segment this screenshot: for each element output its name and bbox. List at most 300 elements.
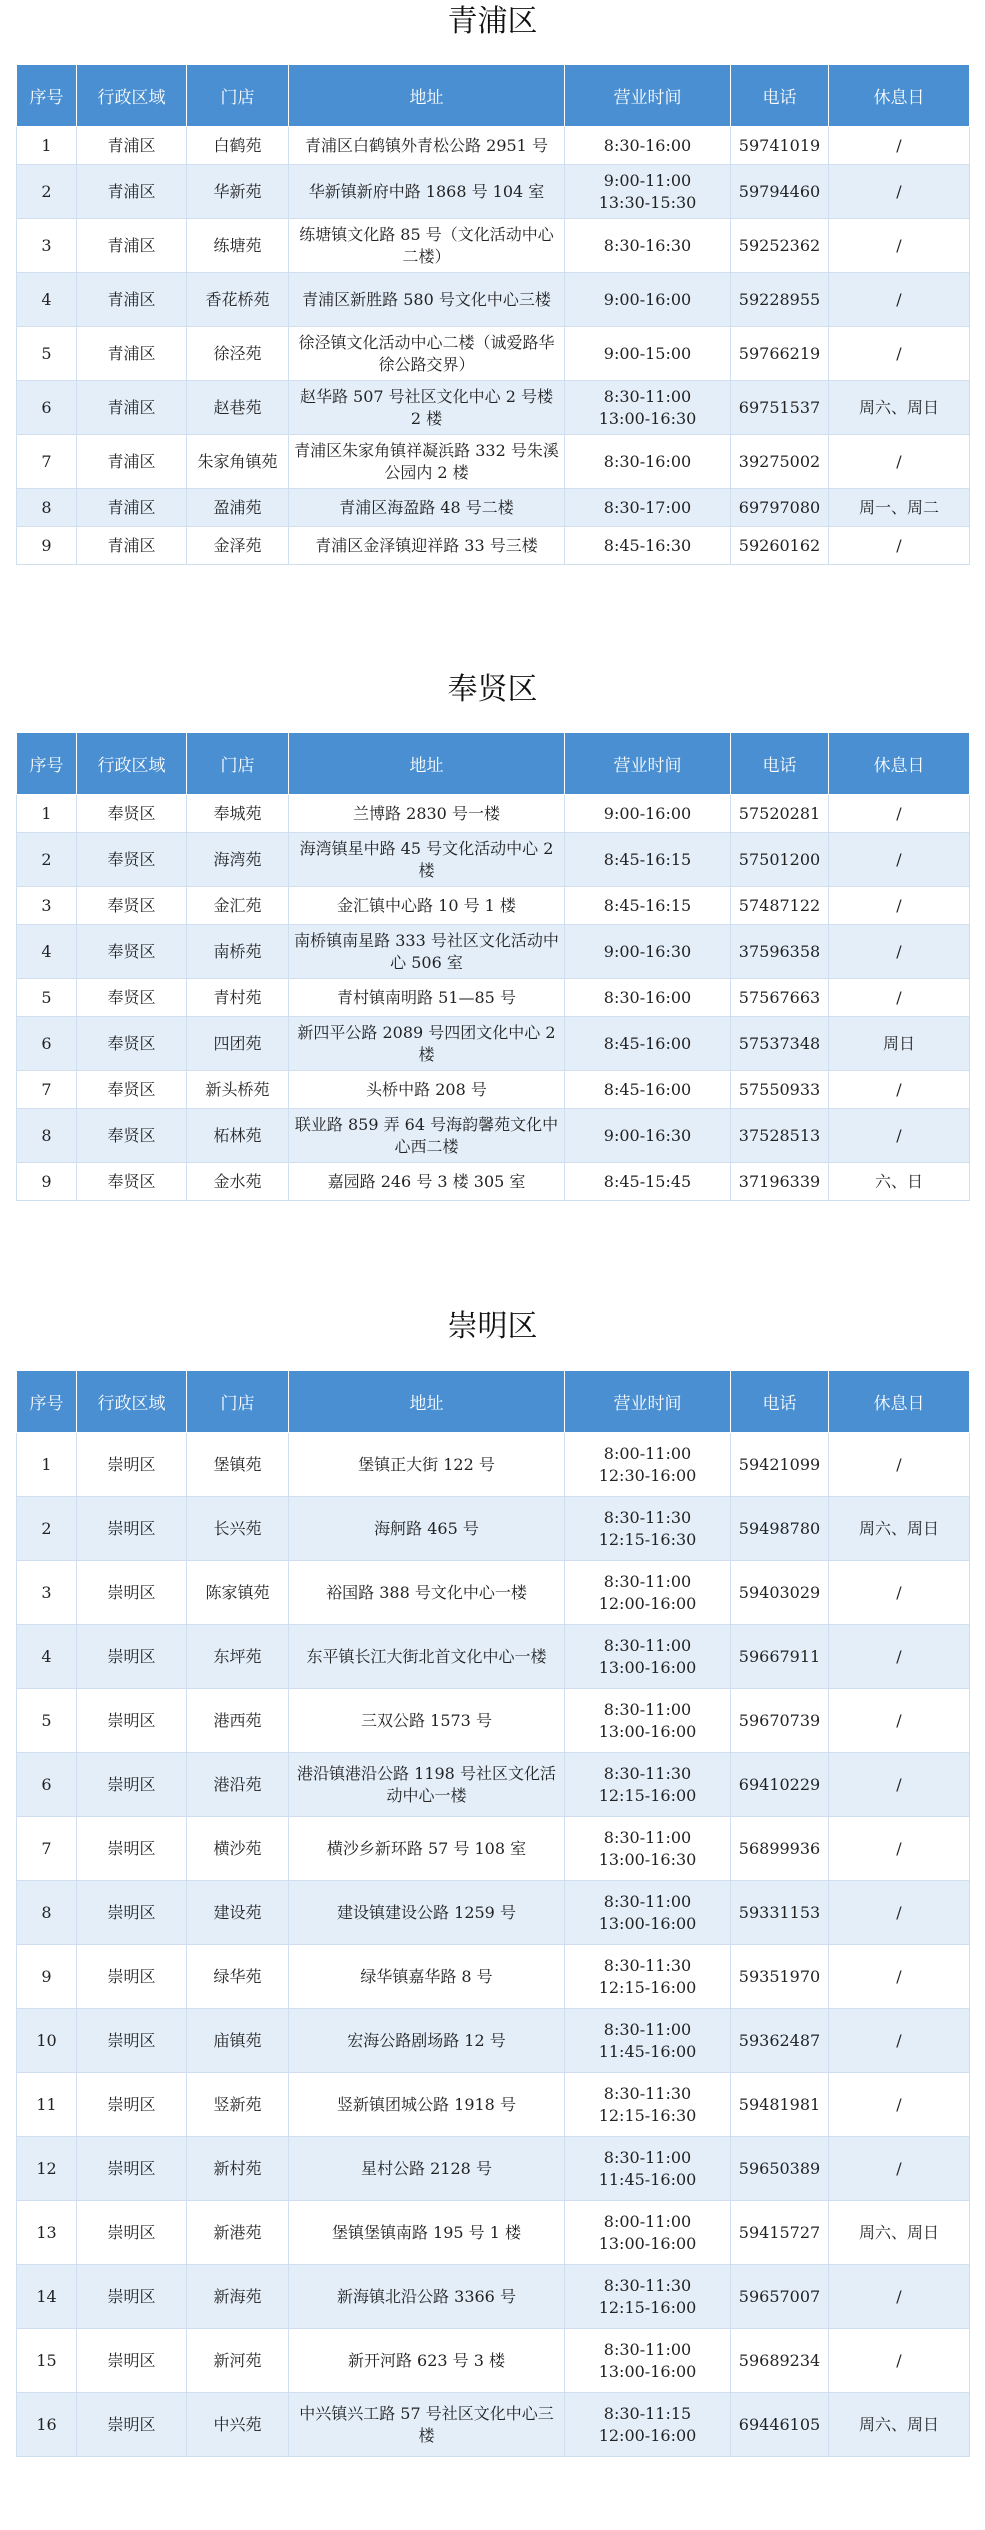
cell-no: 7 — [17, 1817, 77, 1881]
cell-district: 青浦区 — [77, 327, 187, 381]
cell-rest: 周六、周日 — [829, 2393, 970, 2457]
table-row — [17, 887, 970, 925]
cell-rest: 六、日 — [829, 1163, 970, 1201]
cell-district: 奉贤区 — [77, 1017, 187, 1071]
cell-hours: 8:30-11:00 13:00-16:00 — [565, 2329, 731, 2393]
table-row — [17, 165, 970, 219]
cell-address: 嘉园路 246 号 3 楼 305 室 — [289, 1163, 565, 1201]
cell-phone: 57487122 — [731, 887, 829, 925]
cell-address: 堡镇正大街 122 号 — [289, 1433, 565, 1497]
cell-store: 横沙苑 — [187, 1817, 289, 1881]
cell-address: 三双公路 1573 号 — [289, 1689, 565, 1753]
cell-store: 堡镇苑 — [187, 1433, 289, 1497]
cell-rest: / — [829, 2329, 970, 2393]
cell-phone: 59670739 — [731, 1689, 829, 1753]
table-row — [17, 527, 970, 565]
cell-no: 5 — [17, 1689, 77, 1753]
table-row — [17, 1689, 970, 1753]
cell-phone: 69410229 — [731, 1753, 829, 1817]
cell-rest: / — [829, 1071, 970, 1109]
cell-address: 新海镇北沿公路 3366 号 — [289, 2265, 565, 2329]
header-district: 行政区域 — [77, 733, 187, 795]
cell-district: 奉贤区 — [77, 1163, 187, 1201]
cell-district: 崇明区 — [77, 1497, 187, 1561]
cell-district: 崇明区 — [77, 2137, 187, 2201]
cell-rest: / — [829, 979, 970, 1017]
table-row — [17, 219, 970, 273]
cell-district: 奉贤区 — [77, 979, 187, 1017]
cell-address: 青浦区金泽镇迎祥路 33 号三楼 — [289, 527, 565, 565]
cell-phone: 59650389 — [731, 2137, 829, 2201]
cell-hours: 8:30-16:30 — [565, 219, 731, 273]
cell-district: 崇明区 — [77, 1433, 187, 1497]
cell-store: 新港苑 — [187, 2201, 289, 2265]
cell-district: 崇明区 — [77, 2009, 187, 2073]
header-address: 地址 — [289, 1371, 565, 1433]
cell-no: 1 — [17, 1433, 77, 1497]
table-row — [17, 2137, 970, 2201]
cell-address: 新开河路 623 号 3 楼 — [289, 2329, 565, 2393]
cell-no: 3 — [17, 219, 77, 273]
cell-store: 港西苑 — [187, 1689, 289, 1753]
cell-district: 崇明区 — [77, 2201, 187, 2265]
cell-district: 崇明区 — [77, 1817, 187, 1881]
cell-rest: 周六、周日 — [829, 381, 970, 435]
cell-district: 奉贤区 — [77, 1071, 187, 1109]
cell-hours: 9:00-15:00 — [565, 327, 731, 381]
cell-phone: 57537348 — [731, 1017, 829, 1071]
cell-no: 3 — [17, 1561, 77, 1625]
header-phone: 电话 — [731, 65, 829, 127]
table-row — [17, 1881, 970, 1945]
table-row — [17, 1817, 970, 1881]
cell-address: 新四平公路 2089 号四团文化中心 2 楼 — [289, 1017, 565, 1071]
cell-hours: 8:30-11:00 13:00-16:00 — [565, 1689, 731, 1753]
cell-phone: 59228955 — [731, 273, 829, 327]
cell-store: 竖新苑 — [187, 2073, 289, 2137]
cell-hours: 8:30-11:00 13:00-16:00 — [565, 1625, 731, 1689]
table-row — [17, 1071, 970, 1109]
cell-hours: 8:30-11:00 12:00-16:00 — [565, 1561, 731, 1625]
cell-district: 奉贤区 — [77, 1109, 187, 1163]
cell-hours: 8:45-16:00 — [565, 1071, 731, 1109]
cell-district: 青浦区 — [77, 381, 187, 435]
cell-phone: 69751537 — [731, 381, 829, 435]
cell-hours: 8:45-16:15 — [565, 887, 731, 925]
header-phone: 电话 — [731, 733, 829, 795]
cell-rest: / — [829, 527, 970, 565]
cell-phone: 37596358 — [731, 925, 829, 979]
cell-no: 7 — [17, 1071, 77, 1109]
cell-no: 9 — [17, 1163, 77, 1201]
header-hours: 营业时间 — [565, 733, 731, 795]
cell-district: 崇明区 — [77, 1753, 187, 1817]
cell-address: 青村镇南明路 51—85 号 — [289, 979, 565, 1017]
cell-hours: 8:30-11:30 12:15-16:30 — [565, 1497, 731, 1561]
cell-phone: 57567663 — [731, 979, 829, 1017]
cell-address: 横沙乡新环路 57 号 108 室 — [289, 1817, 565, 1881]
cell-no: 4 — [17, 925, 77, 979]
cell-address: 海湾镇星中路 45 号文化活动中心 2 楼 — [289, 833, 565, 887]
header-rest: 休息日 — [829, 65, 970, 127]
cell-rest: / — [829, 219, 970, 273]
store-table — [16, 64, 970, 565]
cell-phone: 59657007 — [731, 2265, 829, 2329]
cell-phone: 59498780 — [731, 1497, 829, 1561]
cell-no: 11 — [17, 2073, 77, 2137]
cell-hours: 8:30-16:00 — [565, 435, 731, 489]
cell-address: 青浦区新胜路 580 号文化中心三楼 — [289, 273, 565, 327]
cell-address: 南桥镇南星路 333 号社区文化活动中心 506 室 — [289, 925, 565, 979]
cell-district: 崇明区 — [77, 1625, 187, 1689]
cell-district: 崇明区 — [77, 1561, 187, 1625]
cell-store: 庙镇苑 — [187, 2009, 289, 2073]
cell-no: 2 — [17, 165, 77, 219]
cell-store: 海湾苑 — [187, 833, 289, 887]
cell-district: 青浦区 — [77, 127, 187, 165]
cell-phone: 59415727 — [731, 2201, 829, 2265]
cell-phone: 56899936 — [731, 1817, 829, 1881]
cell-district: 崇明区 — [77, 1689, 187, 1753]
table-row — [17, 1945, 970, 2009]
table-body — [17, 127, 970, 565]
cell-no: 14 — [17, 2265, 77, 2329]
cell-rest: / — [829, 1433, 970, 1497]
table-row — [17, 381, 970, 435]
cell-hours: 8:30-11:00 13:00-16:30 — [565, 381, 731, 435]
cell-rest: / — [829, 1625, 970, 1689]
cell-store: 柘林苑 — [187, 1109, 289, 1163]
cell-phone: 59252362 — [731, 219, 829, 273]
header-rest: 休息日 — [829, 1371, 970, 1433]
table-row — [17, 925, 970, 979]
cell-no: 7 — [17, 435, 77, 489]
cell-district: 青浦区 — [77, 165, 187, 219]
cell-district: 崇明区 — [77, 1881, 187, 1945]
cell-rest: / — [829, 795, 970, 833]
cell-rest: / — [829, 887, 970, 925]
cell-phone: 59689234 — [731, 2329, 829, 2393]
cell-hours: 8:00-11:00 12:30-16:00 — [565, 1433, 731, 1497]
cell-hours: 8:30-11:30 12:15-16:30 — [565, 2073, 731, 2137]
header-store: 门店 — [187, 733, 289, 795]
cell-no: 10 — [17, 2009, 77, 2073]
cell-rest: / — [829, 833, 970, 887]
cell-hours: 9:00-16:30 — [565, 1109, 731, 1163]
cell-no: 9 — [17, 527, 77, 565]
cell-no: 2 — [17, 1497, 77, 1561]
cell-no: 16 — [17, 2393, 77, 2457]
cell-phone: 59362487 — [731, 2009, 829, 2073]
table-row — [17, 127, 970, 165]
cell-rest: / — [829, 1753, 970, 1817]
cell-no: 12 — [17, 2137, 77, 2201]
table-row — [17, 2329, 970, 2393]
cell-address: 中兴镇兴工路 57 号社区文化中心三楼 — [289, 2393, 565, 2457]
table-header-row — [17, 733, 970, 795]
cell-address: 华新镇新府中路 1868 号 104 室 — [289, 165, 565, 219]
cell-store: 中兴苑 — [187, 2393, 289, 2457]
cell-hours: 9:00-16:00 — [565, 795, 731, 833]
cell-rest: / — [829, 925, 970, 979]
store-table — [16, 1370, 970, 2457]
cell-hours: 8:30-17:00 — [565, 489, 731, 527]
cell-address: 东平镇长江大街北首文化中心一楼 — [289, 1625, 565, 1689]
table-row — [17, 833, 970, 887]
cell-no: 1 — [17, 127, 77, 165]
cell-store: 金汇苑 — [187, 887, 289, 925]
cell-store: 绿华苑 — [187, 1945, 289, 2009]
cell-address: 青浦区朱家角镇祥凝浜路 332 号朱溪公园内 2 楼 — [289, 435, 565, 489]
cell-phone: 57501200 — [731, 833, 829, 887]
cell-phone: 57520281 — [731, 795, 829, 833]
table-row — [17, 2073, 970, 2137]
header-no: 序号 — [17, 733, 77, 795]
cell-address: 徐泾镇文化活动中心二楼（诚爱路华徐公路交界） — [289, 327, 565, 381]
cell-hours: 9:00-16:00 — [565, 273, 731, 327]
header-no: 序号 — [17, 1371, 77, 1433]
cell-no: 4 — [17, 1625, 77, 1689]
table-row — [17, 2009, 970, 2073]
cell-hours: 8:30-16:00 — [565, 979, 731, 1017]
cell-store: 建设苑 — [187, 1881, 289, 1945]
cell-store: 香花桥苑 — [187, 273, 289, 327]
cell-no: 1 — [17, 795, 77, 833]
cell-rest: 周六、周日 — [829, 2201, 970, 2265]
table-row — [17, 1561, 970, 1625]
cell-rest: 周一、周二 — [829, 489, 970, 527]
cell-address: 星村公路 2128 号 — [289, 2137, 565, 2201]
cell-hours: 8:30-11:00 11:45-16:00 — [565, 2137, 731, 2201]
cell-no: 4 — [17, 273, 77, 327]
cell-hours: 8:45-16:15 — [565, 833, 731, 887]
cell-store: 南桥苑 — [187, 925, 289, 979]
cell-address: 金汇镇中心路 10 号 1 楼 — [289, 887, 565, 925]
cell-phone: 59794460 — [731, 165, 829, 219]
cell-district: 奉贤区 — [77, 833, 187, 887]
cell-address: 堡镇堡镇南路 195 号 1 楼 — [289, 2201, 565, 2265]
table-row — [17, 1109, 970, 1163]
cell-store: 华新苑 — [187, 165, 289, 219]
cell-district: 奉贤区 — [77, 887, 187, 925]
table-row — [17, 1433, 970, 1497]
table-row — [17, 273, 970, 327]
header-phone: 电话 — [731, 1371, 829, 1433]
cell-district: 奉贤区 — [77, 795, 187, 833]
cell-address: 港沿镇港沿公路 1198 号社区文化活动中心一楼 — [289, 1753, 565, 1817]
cell-district: 崇明区 — [77, 2329, 187, 2393]
cell-rest: / — [829, 1817, 970, 1881]
cell-hours: 8:30-11:30 12:15-16:00 — [565, 1753, 731, 1817]
cell-hours: 8:30-11:00 11:45-16:00 — [565, 2009, 731, 2073]
cell-district: 奉贤区 — [77, 925, 187, 979]
cell-rest: / — [829, 273, 970, 327]
table-header-row — [17, 1371, 970, 1433]
cell-store: 新河苑 — [187, 2329, 289, 2393]
cell-rest: / — [829, 2073, 970, 2137]
store-table — [16, 732, 970, 1201]
cell-no: 5 — [17, 979, 77, 1017]
cell-no: 2 — [17, 833, 77, 887]
cell-district: 崇明区 — [77, 2265, 187, 2329]
cell-hours: 9:00-16:30 — [565, 925, 731, 979]
table-row — [17, 489, 970, 527]
cell-phone: 37528513 — [731, 1109, 829, 1163]
cell-rest: / — [829, 435, 970, 489]
cell-rest: / — [829, 127, 970, 165]
cell-phone: 37196339 — [731, 1163, 829, 1201]
cell-phone: 59403029 — [731, 1561, 829, 1625]
cell-rest: / — [829, 1881, 970, 1945]
cell-store: 奉城苑 — [187, 795, 289, 833]
cell-address: 竖新镇团城公路 1918 号 — [289, 2073, 565, 2137]
cell-phone: 69446105 — [731, 2393, 829, 2457]
table-row — [17, 1017, 970, 1071]
cell-store: 青村苑 — [187, 979, 289, 1017]
section-title: 崇明区 — [447, 1309, 538, 1344]
cell-district: 崇明区 — [77, 2393, 187, 2457]
cell-phone: 59331153 — [731, 1881, 829, 1945]
table-row — [17, 2265, 970, 2329]
header-store: 门店 — [187, 1371, 289, 1433]
table-row — [17, 1753, 970, 1817]
cell-store: 白鹤苑 — [187, 127, 289, 165]
cell-rest: / — [829, 2265, 970, 2329]
cell-address: 兰博路 2830 号一楼 — [289, 795, 565, 833]
cell-hours: 8:30-11:00 13:00-16:00 — [565, 1881, 731, 1945]
header-hours: 营业时间 — [565, 1371, 731, 1433]
cell-rest: / — [829, 1689, 970, 1753]
cell-district: 青浦区 — [77, 435, 187, 489]
cell-phone: 59766219 — [731, 327, 829, 381]
cell-store: 练塘苑 — [187, 219, 289, 273]
table-row — [17, 327, 970, 381]
cell-store: 东坪苑 — [187, 1625, 289, 1689]
cell-no: 8 — [17, 489, 77, 527]
header-address: 地址 — [289, 733, 565, 795]
cell-no: 15 — [17, 2329, 77, 2393]
cell-phone: 59351970 — [731, 1945, 829, 2009]
cell-no: 8 — [17, 1109, 77, 1163]
cell-address: 裕国路 388 号文化中心一楼 — [289, 1561, 565, 1625]
header-district: 行政区域 — [77, 65, 187, 127]
cell-phone: 69797080 — [731, 489, 829, 527]
cell-hours: 8:45-16:00 — [565, 1017, 731, 1071]
cell-rest: / — [829, 2137, 970, 2201]
cell-store: 新海苑 — [187, 2265, 289, 2329]
table-row — [17, 795, 970, 833]
cell-no: 6 — [17, 1017, 77, 1071]
cell-phone: 59741019 — [731, 127, 829, 165]
table-header-row — [17, 65, 970, 127]
cell-hours: 8:45-15:45 — [565, 1163, 731, 1201]
cell-no: 6 — [17, 381, 77, 435]
cell-hours: 8:45-16:30 — [565, 527, 731, 565]
cell-hours: 8:30-11:30 12:15-16:00 — [565, 1945, 731, 2009]
cell-phone: 59260162 — [731, 527, 829, 565]
header-hours: 营业时间 — [565, 65, 731, 127]
cell-rest: 周六、周日 — [829, 1497, 970, 1561]
cell-hours: 8:30-11:30 12:15-16:00 — [565, 2265, 731, 2329]
cell-phone: 59667911 — [731, 1625, 829, 1689]
cell-rest: / — [829, 1109, 970, 1163]
table-row — [17, 2201, 970, 2265]
cell-hours: 8:30-16:00 — [565, 127, 731, 165]
header-address: 地址 — [289, 65, 565, 127]
cell-rest: / — [829, 327, 970, 381]
cell-rest: 周日 — [829, 1017, 970, 1071]
cell-district: 崇明区 — [77, 1945, 187, 2009]
cell-rest: / — [829, 1945, 970, 2009]
cell-store: 长兴苑 — [187, 1497, 289, 1561]
table-row — [17, 979, 970, 1017]
cell-no: 3 — [17, 887, 77, 925]
cell-store: 金泽苑 — [187, 527, 289, 565]
cell-phone: 39275002 — [731, 435, 829, 489]
cell-no: 9 — [17, 1945, 77, 2009]
cell-address: 绿华镇嘉华路 8 号 — [289, 1945, 565, 2009]
cell-store: 四团苑 — [187, 1017, 289, 1071]
section-title: 青浦区 — [447, 4, 538, 39]
table-body — [17, 795, 970, 1201]
table-row — [17, 1497, 970, 1561]
cell-district: 青浦区 — [77, 527, 187, 565]
cell-address: 青浦区海盈路 48 号二楼 — [289, 489, 565, 527]
cell-phone: 59421099 — [731, 1433, 829, 1497]
cell-store: 新村苑 — [187, 2137, 289, 2201]
cell-store: 陈家镇苑 — [187, 1561, 289, 1625]
table-body — [17, 1433, 970, 2457]
table-row — [17, 2393, 970, 2457]
cell-address: 宏海公路剧场路 12 号 — [289, 2009, 565, 2073]
cell-rest: / — [829, 165, 970, 219]
cell-store: 徐泾苑 — [187, 327, 289, 381]
cell-hours: 8:30-11:15 12:00-16:00 — [565, 2393, 731, 2457]
header-rest: 休息日 — [829, 733, 970, 795]
section-title: 奉贤区 — [447, 672, 538, 707]
cell-address: 建设镇建设公路 1259 号 — [289, 1881, 565, 1945]
cell-address: 赵华路 507 号社区文化中心 2 号楼 2 楼 — [289, 381, 565, 435]
cell-store: 港沿苑 — [187, 1753, 289, 1817]
cell-store: 朱家角镇苑 — [187, 435, 289, 489]
cell-store: 金水苑 — [187, 1163, 289, 1201]
header-store: 门店 — [187, 65, 289, 127]
header-no: 序号 — [17, 65, 77, 127]
cell-store: 赵巷苑 — [187, 381, 289, 435]
cell-district: 青浦区 — [77, 273, 187, 327]
cell-no: 5 — [17, 327, 77, 381]
cell-rest: / — [829, 1561, 970, 1625]
cell-district: 青浦区 — [77, 489, 187, 527]
cell-hours: 8:00-11:00 13:00-16:00 — [565, 2201, 731, 2265]
cell-address: 海舸路 465 号 — [289, 1497, 565, 1561]
cell-district: 青浦区 — [77, 219, 187, 273]
table-row — [17, 1163, 970, 1201]
cell-phone: 57550933 — [731, 1071, 829, 1109]
cell-no: 6 — [17, 1753, 77, 1817]
cell-phone: 59481981 — [731, 2073, 829, 2137]
header-district: 行政区域 — [77, 1371, 187, 1433]
cell-no: 13 — [17, 2201, 77, 2265]
cell-hours: 8:30-11:00 13:00-16:30 — [565, 1817, 731, 1881]
cell-no: 8 — [17, 1881, 77, 1945]
cell-district: 崇明区 — [77, 2073, 187, 2137]
cell-store: 盈浦苑 — [187, 489, 289, 527]
cell-rest: / — [829, 2009, 970, 2073]
cell-store: 新头桥苑 — [187, 1071, 289, 1109]
cell-address: 练塘镇文化路 85 号（文化活动中心二楼） — [289, 219, 565, 273]
cell-address: 联业路 859 弄 64 号海韵馨苑文化中心西二楼 — [289, 1109, 565, 1163]
